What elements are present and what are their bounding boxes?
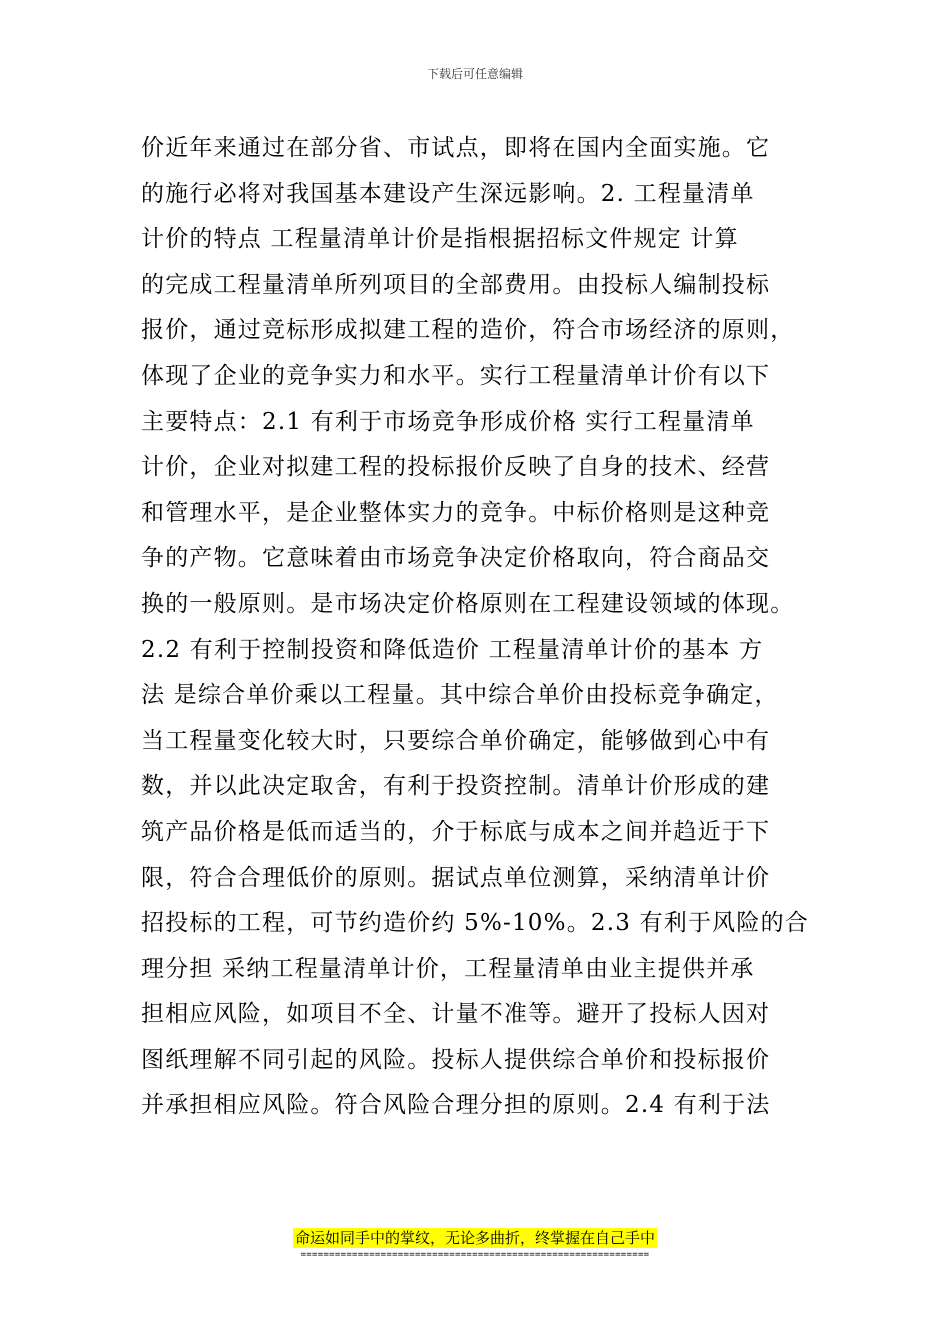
body-line: 理分担 采纳工程量清单计价，工程量清单由业主提供并承: [141, 955, 755, 982]
body-line: 体现了企业的竞争实力和水平。实行工程量清单计价有以下: [141, 362, 771, 389]
body-line: 招投标的工程，可节约造价约 5%-10%。2.3 有利于风险的合: [141, 910, 809, 937]
body-line: 2.2 有利于控制投资和降低造价 工程量清单计价的基本 方: [141, 636, 764, 663]
body-line: 和管理水平，是企业整体实力的竞争。中标价格则是这种竞: [141, 499, 771, 526]
footer-divider: =============================================================: [300, 1250, 650, 1260]
body-line: 计价的特点 工程量清单计价是指根据招标文件规定 计算: [141, 226, 739, 253]
body-line: 法 是综合单价乘以工程量。其中综合单价由投标竞争确定，: [141, 682, 779, 709]
body-line: 报价，通过竞标形成拟建工程的造价，符合市场经济的原则，: [141, 317, 795, 344]
body-line: 担相应风险，如项目不全、计量不准等。避开了投标人因对: [141, 1001, 771, 1028]
body-line: 筑产品价格是低而适当的，介于标底与成本之间并趋近于下: [141, 818, 771, 845]
body-line: 数，并以此决定取舍，有利于投资控制。清单计价形成的建: [141, 773, 771, 800]
body-line: 的完成工程量清单所列项目的全部费用。由投标人编制投标: [141, 271, 771, 298]
document-body: [141, 130, 831, 1133]
footer-motto-text: 命运如同手中的掌纹，无论多曲折，终掌握在自己手中: [294, 1229, 655, 1247]
body-line: 价近年来通过在部分省、市试点，即将在国内全面实施。它: [141, 135, 771, 161]
body-line: 当工程量变化较大时，只要综合单价确定，能够做到心中有: [141, 727, 771, 754]
footer-motto: [0, 1228, 950, 1248]
body-line: 并承担相应风险。符合风险合理分担的原则。2.4 有利于法: [141, 1092, 771, 1119]
body-line: 主要特点：2.1 有利于市场竞争形成价格 实行工程量清单: [141, 408, 755, 435]
body-line: 争的产物。它意味着由市场竞争决定价格取向，符合商品交: [141, 545, 771, 572]
body-line: 的施行必将对我国基本建设产生深远影响。2. 工程量清单: [141, 180, 755, 207]
body-line: 计价，企业对拟建工程的投标报价反映了自身的技术、经营: [141, 454, 771, 481]
body-line: 图纸理解不同引起的风险。投标人提供综合单价和投标报价: [141, 1046, 771, 1073]
body-line: 换的一般原则。是市场决定价格原则在工程建设领域的体现。: [141, 590, 795, 617]
page-header-note: 下载后可任意编辑: [426, 67, 523, 81]
body-line: 限，符合合理低价的原则。据试点单位测算，采纳清单计价: [141, 864, 771, 891]
